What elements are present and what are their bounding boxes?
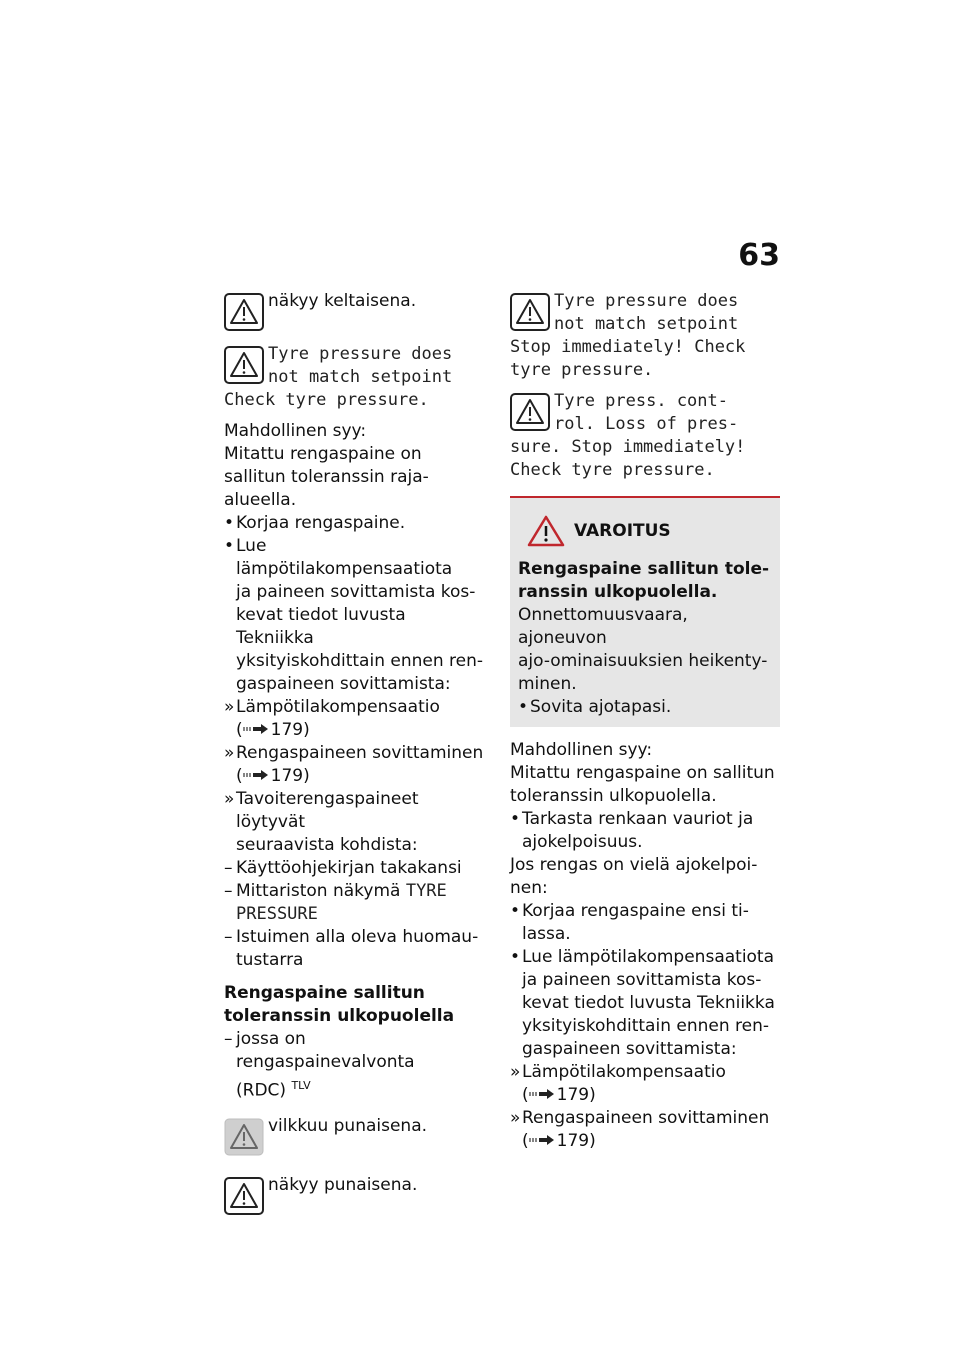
warning-red-triangle-icon (526, 514, 566, 548)
bullet-marker: • (224, 536, 235, 556)
reference-page: 179) (556, 1085, 596, 1105)
reference-item: » Tavoiterengaspaineet löytyvät seuraavista kohdista: (224, 789, 419, 855)
warning-box (510, 496, 780, 727)
reference-page: 179) (270, 766, 310, 786)
warning-list-item: • Sovita ajotapasi. (518, 697, 672, 717)
dash-item: – Istuimen alla oleva huomau- tustarra (224, 927, 479, 970)
bullet-marker: • (510, 901, 521, 921)
indicator-flashing-red (224, 1115, 486, 1156)
message-line: rol. Loss of pres- (554, 414, 739, 434)
page-reference-arrow-icon (243, 724, 269, 734)
display-message-check (224, 343, 486, 412)
cause-label: Mahdollinen syy: (510, 740, 653, 760)
option-superscript: TLV (291, 1079, 311, 1092)
reference-page: 179) (270, 720, 310, 740)
list-item (224, 535, 486, 696)
arrow-marker: » (224, 697, 235, 717)
warning-triangle-icon (224, 293, 264, 331)
indicator-red (224, 1174, 486, 1215)
arrow-marker: » (510, 1062, 521, 1082)
indicator-yellow-text: näkyy keltaisena. (268, 291, 417, 311)
message-line: Tyre pressure does (268, 344, 453, 364)
cause-label: Mahdollinen syy: (224, 421, 367, 441)
message-line: Tyre press. cont- (554, 391, 728, 411)
dash-marker: – (224, 858, 233, 878)
dash-marker: – (224, 881, 233, 901)
warning-triangle-flashing-icon (224, 1118, 264, 1156)
display-text: TYRE (405, 881, 447, 901)
section-heading: Rengaspaine sallitun toleranssin ulkopuolella (224, 983, 455, 1026)
bullet-marker: • (518, 697, 529, 717)
list-item-text: Lue lämpötilakompensaatiota ja paineen sovittamista kos- kevat tiedot luvusta Tekniikka yksityiskohdittain ennen ren- gaspaineen sovittamista: (236, 536, 483, 694)
warning-triangle-icon (510, 293, 550, 331)
page-number: 63 (738, 238, 780, 273)
warning-triangle-icon (510, 393, 550, 431)
dash-item: – Käyttöohjekirjan takakansi (224, 858, 462, 878)
bullet-marker: • (510, 947, 521, 967)
reference-page: 179) (556, 1131, 596, 1151)
message-line: Stop immediately! Check (510, 337, 746, 357)
bullet-marker: • (224, 513, 235, 533)
dash-item: – Mittariston näkymä TYRE PRESSURE (224, 881, 447, 924)
display-text: PRESSURE (236, 904, 318, 924)
warning-triangle-icon (224, 346, 264, 384)
message-line: Check tyre pressure. (510, 460, 715, 480)
warning-heading: Rengaspaine sallitun tole- ranssin ulkopuolella. (518, 559, 770, 602)
reference-label: Lämpötilakompensaatio (236, 697, 440, 717)
page-reference-arrow-icon (529, 1089, 555, 1099)
reference-label: Rengaspaineen sovittaminen (236, 743, 484, 763)
warning-title: VAROITUS (574, 521, 671, 541)
message-line: Tyre pressure does (554, 291, 739, 311)
list-item: • Korjaa rengaspaine ensi ti- lassa. (510, 901, 749, 944)
arrow-marker: » (224, 789, 235, 809)
message-line: Check tyre pressure. (224, 390, 429, 410)
reference-item[interactable]: » Rengaspaineen sovittaminen ( 179) (224, 743, 484, 786)
message-line: tyre pressure. (510, 360, 654, 380)
dash-marker: – (224, 1029, 233, 1049)
reference-label: Lämpötilakompensaatio (522, 1062, 726, 1082)
condition-text: Jos rengas on vielä ajokelpoi- nen: (510, 855, 758, 898)
display-message-stop (510, 290, 780, 382)
cause-text: Mitattu rengaspaine on sallitun toleranssin ulkopuolella. (510, 763, 775, 806)
list-item (224, 512, 486, 535)
page-reference-arrow-icon (243, 770, 269, 780)
right-column (510, 290, 780, 1153)
warning-header (518, 514, 772, 548)
warning-text: Onnettomuusvaara, ajoneuvon ajo-ominaisuuksien heikenty- minen. (518, 605, 768, 694)
cause-text: Mitattu rengaspaine on sallitun toleranssin raja-alueella. (224, 444, 429, 510)
message-line: not match setpoint (268, 367, 453, 387)
reference-item[interactable]: » Lämpötilakompensaatio ( 179) (224, 697, 440, 740)
message-line: sure. Stop immediately! (510, 437, 746, 457)
arrow-marker: » (510, 1108, 521, 1128)
reference-label: Rengaspaineen sovittaminen (522, 1108, 770, 1128)
display-message-loss (510, 390, 780, 482)
list-item: • Tarkasta renkaan vauriot ja ajokelpoisuus. (510, 809, 754, 852)
bullet-marker: • (510, 809, 521, 829)
message-line: not match setpoint (554, 314, 739, 334)
left-column (224, 290, 486, 1221)
reference-item[interactable]: » Rengaspaineen sovittaminen ( 179) (510, 1108, 770, 1151)
arrow-marker: » (224, 743, 235, 763)
list-item-text: Korjaa rengaspaine. (236, 513, 406, 533)
page-reference-arrow-icon (529, 1135, 555, 1145)
warning-triangle-icon (224, 1177, 264, 1215)
reference-item[interactable]: » Lämpötilakompensaatio ( 179) (510, 1062, 726, 1105)
list-item: • Lue lämpötilakompensaatiota ja paineen sovittamista kos- kevat tiedot luvusta Tekniikka yksityiskohdittain ennen ren- gaspaineen sovittamista: (510, 947, 775, 1059)
dash-item: – jossa on rengaspainevalvonta (RDC) $^{TLV}$ (224, 1029, 415, 1101)
indicator-yellow (224, 290, 486, 331)
indicator-flashing-text: vilkkuu punaisena. (268, 1115, 428, 1136)
dash-marker: – (224, 927, 233, 947)
indicator-red-text: näkyy punaisena. (268, 1174, 418, 1195)
